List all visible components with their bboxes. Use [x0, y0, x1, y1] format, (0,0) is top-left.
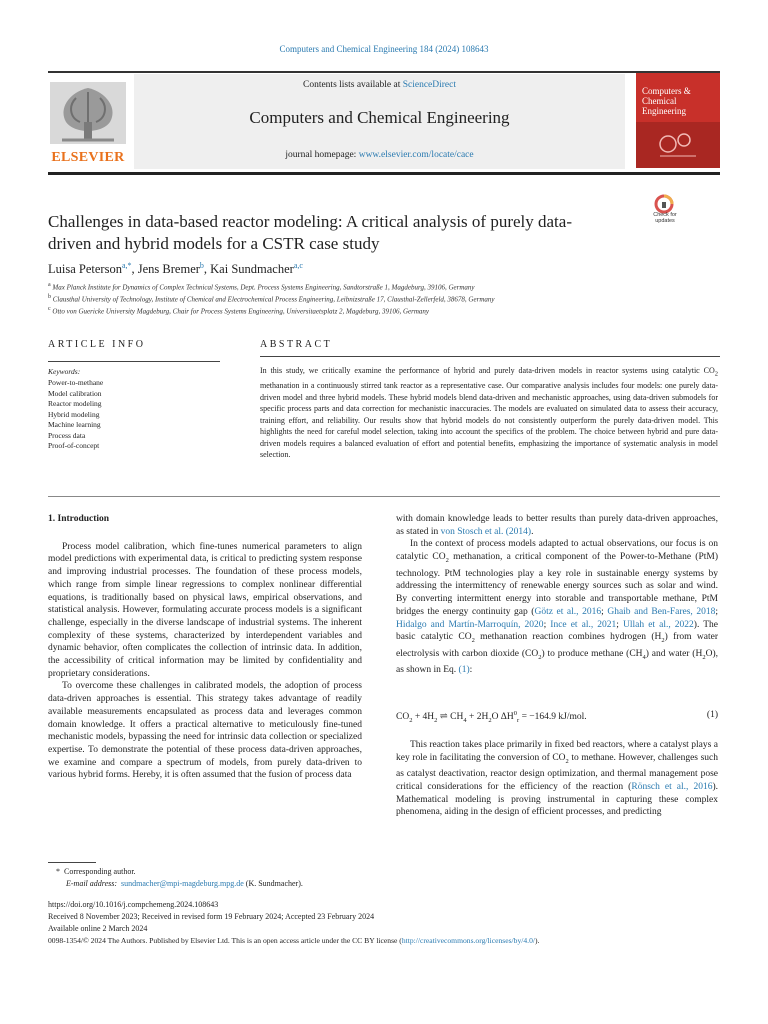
journal-citation[interactable]: Computers and Chemical Engineering 184 (2024) 108643 [279, 44, 489, 54]
sciencedirect-link[interactable]: ScienceDirect [402, 80, 456, 90]
author-affiliation-marker[interactable]: a,c [293, 261, 303, 270]
license-link[interactable]: http://creativecommons.org/licenses/by/4.0/ [401, 936, 535, 945]
citation-link[interactable]: Götz et al., 2016 [534, 606, 602, 617]
citation-link[interactable]: Rönsch et al., 2016 [631, 782, 713, 792]
affiliation-b: $^b$ Clausthal University of Technology, Institute of Chemical and Electrochemical Process Engineering, Leibnizstraße 17, Clausthal-Zellerfeld, 38678, Germany [48, 294, 495, 304]
affiliation-c: $^c$ Otto von Guericke University Magdeburg, Chair for Process Systems Engineering, Universitaetsplatz 2, Magdeburg, 39106, Germany [48, 306, 430, 316]
body-paragraph: with domain knowledge leads to better results than purely data-driven approaches, as stated in von Stosch et al. (2014). [396, 514, 718, 537]
keyword-item: Reactor modeling [48, 399, 102, 408]
keyword-item: Process data [48, 430, 86, 440]
article-info-heading: ARTICLE INFO [48, 339, 146, 350]
available-online: Available online 2 March 2024 [48, 924, 148, 933]
article-title: Challenges in data-based reactor modeling: A critical analysis of purely data-driven and hybrid models for a CSTR case study [48, 212, 572, 253]
affiliation-a: $^a$ Max Planck Institute for Dynamics of Complex Technical Systems, Dept. Process Systems Engineering, Sandtorstraße 1, Magdeburg, 39106, Germany [48, 282, 475, 292]
corresponding-author-note: * Corresponding author. [56, 867, 136, 876]
equation-1: $CO_2 + 4H_2$ ⇌ $CH_4 + 2H_2O$ $\Delta H^0_r = -164.9$ kJ/mol. (1) [396, 710, 718, 725]
citation-link[interactable]: Ghaib and Ben-Fares, 2018 [607, 606, 716, 617]
keyword-item: Power-to-methane [48, 378, 104, 387]
journal-homepage-line: journal homepage: www.elsevier.com/locate/cace [285, 150, 474, 160]
keywords-list [48, 378, 103, 452]
keyword-item: Hybrid modeling [48, 409, 100, 419]
citation-link[interactable]: Ince et al., 2021 [550, 619, 617, 630]
body-paragraph: Process model calibration, which fine-tunes numerical parameters to align model predictions with experimental data, is critical to predicting system response and improving industrial processes. The foundation of these process models, which range from simple linear regressions to complex nonlinear differential equations, is traditionally based on physical laws, empirical observations, and statistical analysis. However, formulating accurate process models is a significant challenge, especially in the diverse landscape of industrial systems. The inherent complexity of these systems, characterized by interdependent variables and dynamic behavior, often complicates the collection of intrinsic data. In addition, the accessibility of critical information may be limited by confidentiality and proprietary considerations. [48, 541, 362, 679]
keyword-item: Model calibration [48, 388, 102, 398]
equation-link[interactable]: (1) [458, 665, 470, 676]
publisher-wordmark: ELSEVIER [51, 150, 125, 165]
license-line: 0098-1354/© 2024 The Authors. Published by Elsevier Ltd. This is an open access article under the CC BY license (http://creativecommons.org/licenses/by/4.0/). [48, 936, 540, 945]
author-affiliation-marker[interactable]: a,* [121, 261, 132, 270]
abstract-heading: ABSTRACT [260, 339, 333, 350]
abstract-text: In this study, we critically examine the performance of hybrid and purely data-driven models in reactor systems using catalytic $CO_2$ methanation in a continuously stirred tank reactor as a representative case. Our comparative analysis includes four models: one purely data-driven model and three hybrid models. These hybrid models blend data-driven and mechanistic approaches, using data-driven submodels for specific process parts and data correction for mechanistic inaccuracies. The models are evaluated on simulated data to assess their accuracy, training effort, and reliability. Our results show that hybrid models do not consistently outperform the purely data-driven model. This highlights the need for careful model selection, taking into account the specifics of the problem. The choice between hybrid and pure data-driven models requires a balanced evaluation of effort and potential benefits, emphasizing the importance of systematic analysis in model selection. [260, 366, 718, 460]
doi-link[interactable]: https://doi.org/10.1016/j.compchemeng.2024.108643 [48, 900, 219, 909]
contents-available-line: Contents lists available at ScienceDirect [302, 80, 456, 90]
author-name: Luisa Peterson [48, 262, 122, 277]
masthead-bottom-rule [48, 172, 720, 175]
body-paragraph: To overcome these challenges in calibrated models, the adoption of process data-driven approaches is essential. This strategy takes advantage of readily available measurements encapsulated as process data and leverages common domain knowledge. It offers a practical alternative to meticulously fine-tuned mechanistic models, bypassing the need for intrinsic data collection or specialized expertise. To demonstrate the potential of these process data-driven approaches, we examine and compare a spectrum of models, from purely data-driven to various hybrid forms. Hereby, it is often assumed that the fusion of process data [48, 681, 362, 781]
author-list: Luisa Peterson$^{a,*}$, Jens Bremer$^b$, Kai Sundmacher$^{a,c}$ [48, 261, 303, 277]
author-affiliation-marker[interactable]: b [199, 261, 204, 270]
citation-link[interactable]: Hidalgo and Martín-Marroquín, 2020 [396, 619, 544, 630]
equation-number: (1) [706, 710, 718, 720]
cover-title: Computers & Chemical Engineering [642, 86, 691, 116]
keyword-item: Machine learning [48, 420, 101, 429]
body-paragraph: In the context of process models adapted to actual observations, our focus is on catalytic $CO_2$ methanation, a critical component of the Power-to-Methane (PtM) technology. PtM technologies play a key role in sustainable energy systems by addressing the intermittency of renewable energy sources such as solar and wind. By converting intermittent energy into storable and transportable methane, PtM bridges the energy continuity gap (Götz et al., 2016; Ghaib and Ben-Fares, 2018; Hidalgo and Martín-Marroquín, 2020; Ince et al., 2021; Ullah et al., 2022). The basic catalytic $CO_2$ methanation reaction combines hydrogen $(H_2)$ from water electrolysis with carbon dioxide $(CO_2)$ to produce methane $(CH_4)$ and water $(H_2O)$, as shown in Eq. (1): [396, 539, 719, 676]
cover-graphic [656, 128, 700, 160]
body-paragraph: This reaction takes place primarily in fixed bed reactors, where a catalyst plays a key role in facilitating the conversion of $CO_2$ to methane. However, challenges such as catalyst deactivation, reactor design optimization, and thermal management pose critical considerations for the efficiency of the reaction (Rönsch et al., 2016). Mathematical modeling is proving instrumental in capturing these complex phenomena, aiding in the design of efficient processes, and predicting [396, 740, 718, 818]
body-top-rule [48, 496, 720, 497]
abstract-rule [260, 356, 720, 357]
footnote-rule [48, 862, 96, 863]
section-heading: 1. Introduction [48, 514, 110, 524]
keyword-item: Proof-of-concept [48, 441, 100, 450]
masthead-top-rule [48, 71, 720, 73]
citation-link[interactable]: von Stosch et al. (2014) [440, 526, 532, 537]
author-name: Jens Bremer [137, 262, 200, 277]
received-dates: Received 8 November 2023; Received in revised form 19 February 2024; Accepted 23 February 2024 [48, 912, 375, 921]
email-link[interactable]: sundmacher@mpi-magdeburg.mpg.de [121, 879, 244, 888]
citation-link[interactable]: Ullah et al., 2022 [623, 619, 694, 630]
right-column-cont [396, 739, 718, 819]
keywords-label: Keywords: [48, 367, 81, 376]
right-column [396, 513, 718, 677]
email-line: E-mail address: sundmacher@mpi-magdeburg.mpg.de (K. Sundmacher). [66, 879, 303, 888]
check-for-updates-label: Check for updates [653, 212, 677, 224]
left-column [48, 513, 362, 782]
homepage-link[interactable]: www.elsevier.com/locate/cace [358, 150, 474, 160]
author-name: Kai Sundmacher [210, 262, 294, 277]
journal-title: Computers and Chemical Engineering [249, 108, 510, 127]
article-info-rule [48, 361, 220, 362]
